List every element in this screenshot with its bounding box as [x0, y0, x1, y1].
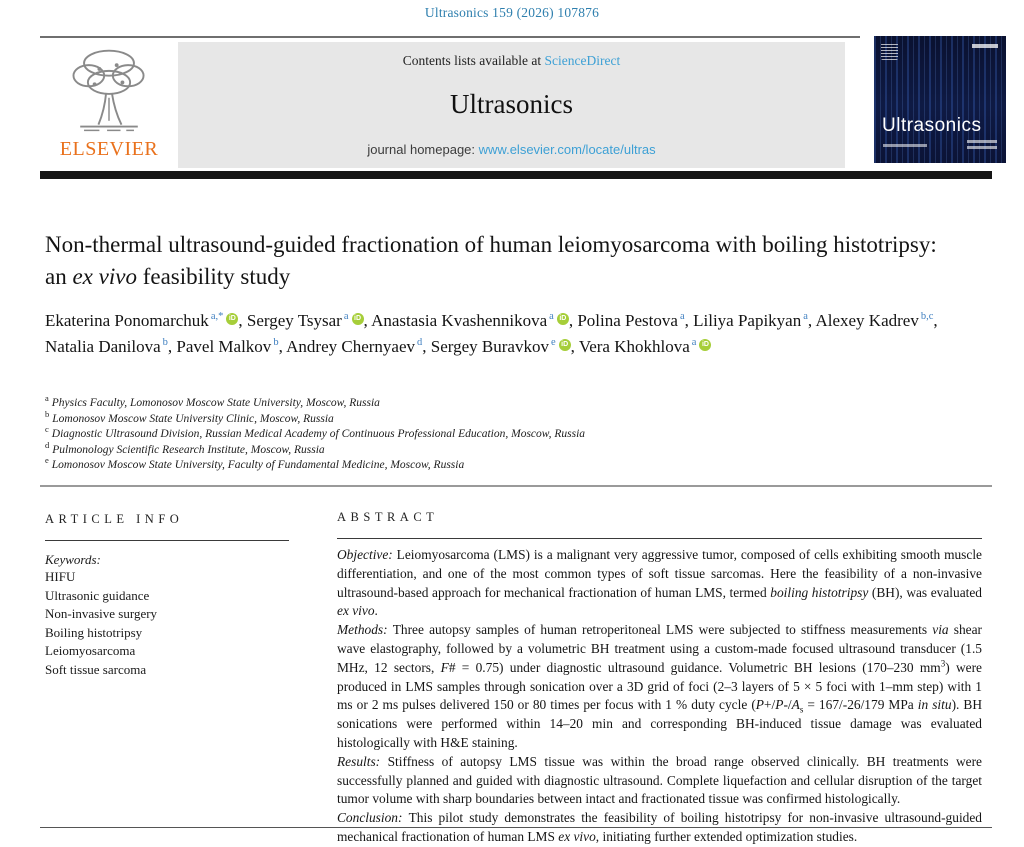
header-divider-bar — [40, 171, 992, 179]
author-affiliation-marker: e — [550, 337, 556, 349]
abstract-paragraph: Objective: Leiomyosarcoma (LMS) is a malignant very aggressive tumor, composed of cells exhibiting smooth muscle differentiation, and one of the most common types of soft tissue sarcomas. Here the feasibility of a non-invasive ultrasound-based approach for mechanical fractionation of human LMS, termed boiling histotripsy (BH), was evaluated ex vivo. — [337, 547, 983, 619]
author-affiliation-marker: a,* — [210, 311, 224, 323]
keywords-list — [45, 568, 289, 679]
author-affiliation-marker: a — [549, 311, 554, 323]
author — [371, 311, 569, 330]
author-name: Vera Khokhlova — [578, 337, 690, 356]
keyword: Soft tissue sarcoma — [45, 661, 147, 677]
author-affiliation-marker: a — [343, 311, 349, 323]
author-name: Sergey Buravkov — [430, 337, 549, 356]
author — [45, 337, 168, 356]
cover-issn-text — [972, 44, 998, 48]
affiliation-text: Physics Faculty, Lomonosov Moscow State University, Moscow, Russia — [51, 397, 380, 409]
affiliation-marker: a — [45, 393, 49, 404]
author — [431, 337, 571, 356]
journal-header-banner — [178, 42, 845, 168]
author-name: Liliya Papikyan — [693, 311, 802, 330]
author-affiliation-marker: b,c — [920, 311, 934, 323]
affiliation-text: Lomonosov Moscow State University Clinic, Moscow, Russia — [52, 412, 334, 425]
elsevier-tree-icon — [59, 44, 159, 140]
cover-subtext-left — [883, 144, 927, 147]
affiliation — [45, 439, 975, 459]
keyword: Ultrasonic guidance — [45, 587, 150, 603]
section-divider-rule — [40, 485, 992, 487]
cover-subtext-right-2 — [967, 146, 997, 149]
cover-journal-title: Ultrasonics — [882, 115, 982, 136]
author — [693, 311, 808, 330]
author-name: Andrey Chernyaev — [286, 337, 415, 356]
homepage-link[interactable]: www.elsevier.com/locate/ultras — [478, 142, 656, 157]
affiliation — [45, 455, 975, 474]
contents-line — [178, 53, 845, 69]
abstract-column — [337, 504, 982, 847]
author — [286, 337, 422, 356]
author — [176, 337, 278, 356]
author — [577, 311, 684, 330]
author — [815, 311, 933, 330]
homepage-line — [178, 142, 845, 157]
abstract-heading: ABSTRACT — [337, 504, 982, 539]
affiliation — [45, 424, 975, 443]
author-affiliation-marker: a — [679, 311, 685, 323]
author — [579, 337, 712, 356]
affiliation-text: Diagnostic Ultrasound Division, Russian Medical Academy of Continuous Professional Education, Moscow, Russia — [51, 428, 586, 440]
contents-prefix: Contents lists available at — [402, 53, 545, 68]
affiliation-marker: b — [45, 408, 50, 419]
abstract-paragraph: Methods: Three autopsy samples of human retroperitoneal LMS were subjected to stiffness measurements via shear wave elastography, followed by a volumetric BH treatment using a custom-made focused ultrasound transducer (1.5 MHz, 12 sectors, F# = 0.75) under diagnostic ultrasound guidance. Volumetric BH lesions (170–230 $mm^3$) were produced in LMS samples through sonication over a 3D grid of foci (2–3 layers of 5 × 5 foci with 1–mm step) with 1 ms or 2 ms pulses delivered 150 or 80 times per focus with 1 % duty cycle ($P+/P-/A_s = 167/-26/179$ MPa in situ). BH sonications were performed within 14–20 min and corresponding BH-induced tissue damage was evaluated histologically with H&E staining. — [337, 622, 982, 750]
author-name: Alexey Kadrev — [815, 311, 919, 330]
affiliation-text: Pulmonology Scientific Research Institute, Moscow, Russia — [52, 443, 325, 456]
keyword: Boiling histotripsy — [45, 624, 143, 640]
author — [45, 311, 238, 330]
affiliation-list — [45, 393, 975, 474]
author-name: Ekaterina Ponomarchuk — [45, 311, 209, 330]
affiliation — [45, 393, 975, 412]
journal-title: Ultrasonics — [450, 89, 573, 119]
orcid-icon[interactable]: iD — [226, 313, 238, 325]
keyword: Leiomyosarcoma — [45, 643, 136, 658]
cover-emblem-icon — [881, 43, 898, 60]
abstract-body — [337, 546, 982, 847]
header-top-rule — [40, 36, 860, 38]
journal-citation[interactable]: Ultrasonics 159 (2026) 107876 — [424, 5, 600, 20]
sciencedirect-link[interactable]: ScienceDirect — [544, 53, 621, 68]
keyword: Non-invasive surgery — [45, 606, 158, 621]
affiliation — [45, 408, 975, 428]
abstract-paragraph: Results: Stiffness of autopsy LMS tissue was within the broad range observed clinically. BH treatments were successfully planned and guided with diagnostic ultrasound. Complete liquefaction and cellular disruption of the target tumor volume with sharp boundaries between intact and fractionated tissue was confirmed histologically. — [337, 753, 982, 807]
homepage-prefix: journal homepage: — [367, 142, 479, 157]
author-name: Pavel Malkov — [176, 337, 272, 356]
author-affiliation-marker: a — [803, 311, 808, 323]
abstract-paragraph: Conclusion: This pilot study demonstrates the feasibility of boiling histotripsy for non-invasive ultrasound-guided mechanical fractionation of human LMS ex vivo, initiating further extended optimization studies. — [337, 810, 982, 844]
elsevier-logo — [45, 44, 173, 168]
journal-cover-thumbnail[interactable] — [874, 36, 1006, 163]
elsevier-wordmark: ELSEVIER — [59, 138, 159, 160]
article-title: Non-thermal ultrasound-guided fractionation of human leiomyosarcoma with boiling histotripsy: an ex vivo feasibility study — [45, 232, 937, 289]
author-name: Sergey Tsysar — [246, 311, 342, 330]
keywords-label: Keywords: — [45, 552, 101, 567]
affiliation-marker: e — [45, 455, 49, 466]
affiliation-marker: d — [45, 439, 50, 450]
orcid-icon[interactable]: iD — [352, 313, 364, 325]
author-list: Ekaterina Ponomarchuk $^{a,*}$ iD , Sergey Tsysar $^a$ iD , Anastasia Kvashennikova $^a$ iD , Polina Pestova $^a$, Liliya Papikyan $^a$, Alexey Kadrev $^{b,c}$, Natalia Danilova $^b$, Pavel Malkov $^b$, Andrey Chernyaev $^d$, Sergey Buravkov $^e$ iD , Vera Khokhlova $^a$ iD — [45, 311, 938, 356]
article-info-column — [45, 506, 289, 679]
author-affiliation-marker: b — [273, 337, 279, 349]
affiliation-marker: c — [45, 424, 49, 435]
orcid-icon[interactable]: iD — [559, 339, 571, 351]
author — [247, 311, 364, 330]
author-name: Polina Pestova — [577, 311, 678, 330]
author-affiliation-marker: a — [691, 337, 697, 349]
author-name: Anastasia Kvashennikova — [371, 311, 548, 330]
orcid-icon[interactable]: iD — [699, 339, 711, 351]
orcid-icon[interactable]: iD — [557, 313, 569, 325]
author-affiliation-marker: d — [417, 337, 423, 349]
author-affiliation-marker: b — [162, 337, 168, 349]
author-name: Natalia Danilova — [45, 337, 161, 356]
affiliation-text: Lomonosov Moscow State University, Faculty of Fundamental Medicine, Moscow, Russia — [51, 459, 465, 471]
page-bottom-rule — [40, 827, 992, 828]
article-info-heading: ARTICLE INFO — [45, 506, 289, 541]
cover-subtext-right-1 — [967, 140, 997, 143]
keyword: HIFU — [45, 569, 76, 584]
